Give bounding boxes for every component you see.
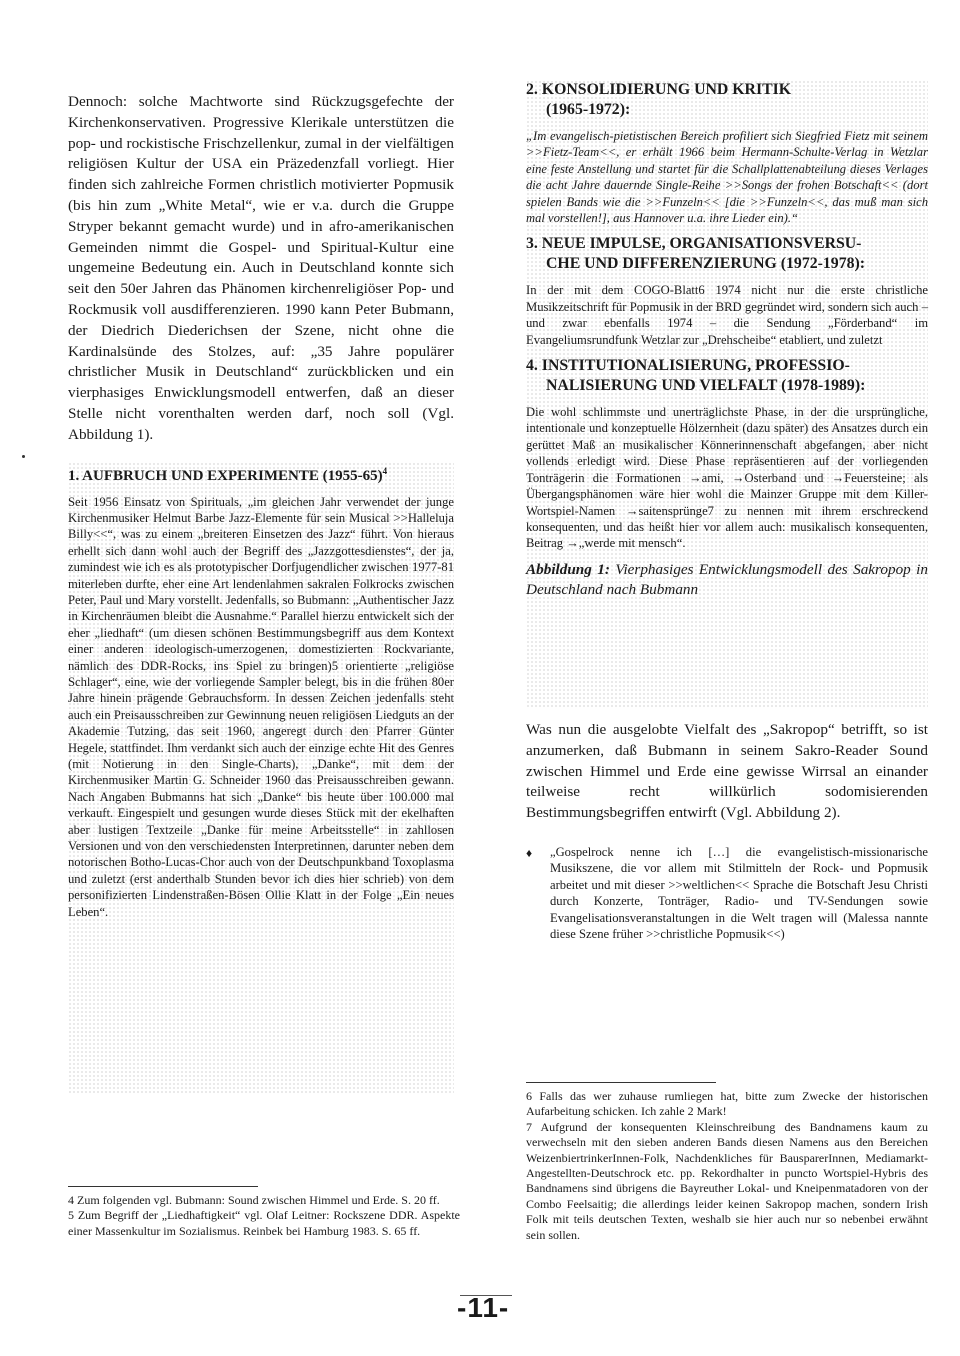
right-column [526,80,928,942]
section4-heading-line1: 4. INSTITUTIONALISIERUNG, PROFESSIO- [526,357,850,375]
left-footnotes [68,1186,460,1239]
right-footnotes [526,1082,928,1243]
section4-heading [526,356,928,396]
section3-heading [526,234,928,274]
section4-text: Die wohl schlimmste und unerträglichste Phase, in der die ursprüngliche, intentionale und konzeptuelle Hölzernheit (dazu später) des Ansatzes durch ein gerüttet Maß an musikalischer Könnerinnenschaft abgefangen, aber nicht vollends erledigt wird. Diese Phase repräsentieren auf der vorliegenden Tonträgerin die Formationen →ami, →Osterband und →Feuersteine; als Übergangsphänomen wäre hier wohl die Mainzer Gruppe mit dem Killer-Wortspiel-Namen →saitensprünge7 zu nennen mit ihrem erschreckend konsequenten, und das heißt hier vor allem auch: musikalisch konsequenten, Beitrag →„werde mit mensch“. [526,405,928,551]
section2-heading [526,80,928,120]
section2-text: „Im evangelisch-pietistischen Bereich profiliert sich Siegfried Fietz mit seinem >>Fietz-Team<<, er erhält 1966 beim Hermann-Schulte-Verlag in Wetzlar eine feste Anstellung und startet für die Schallplattenabteilung dieses Verlages die acht Jahre dauernde Single-Reihe >>Songs der frohen Botschaft<< (dort spielen Bands wie die >>Funzeln<< [die >>Funzeln<<, das muß man sich mal vorstellen!], aus Hannover u.a. ihre Lieder ein).“ [526,129,928,226]
footnote-rule-right [526,1082,716,1083]
diamond-bullet-icon: ♦ [526,845,533,860]
page-number: -11- [457,1292,510,1323]
footnote-6: 6 Falls das wer zuhause rumliegen hat, bitte zum Zwecke der historischen Aufarbeitung schicken. Ich zahle 2 Mark! [526,1089,928,1119]
footnote-4: 4 Zum folgenden vgl. Bubmann: Sound zwischen Himmel und Erde. S. 20 ff. [68,1193,440,1207]
section1-heading-text: 1. AUFBRUCH UND EXPERIMENTE (1955-65) [68,467,383,484]
footnote-7: 7 Aufgrund der konsequenten Kleinschreibung des Bandnamens kaum zu verwechseln mit den sieben anderen Bands diesen Namens aus den Bereichen WeizenbiertrinkerInnen-Folk, Nachdenkliches für BausparerInnen, Mediamarkt-Angestellten-Deutschrock etc. pp. Rekordhalter in puncto Wortspiel-Hybris des Bandnamens sind übrigens die Bayreuther Lokal- und Kneipenmatadoren von der Combo Feelsaitig; die allerdings leider keinen Sakropop machen, sondern Irish Folk mit teils deutschen Texten, weshalb sie hier auch nur so nebenbei erwähnt sein sollen. [526,1119,928,1242]
section1-heading [68,462,454,486]
section3-heading-line1: 3. NEUE IMPULSE, ORGANISATIONSVERSU- [526,235,862,253]
left-column [68,92,454,1094]
section1-text: Seit 1956 Einsatz von Spirituals, „im gleichen Jahr verwendet der junge Kirchenmusiker Helmut Barbe Jazz-Elemente für sein Musical >>Halleluja Billy<<“, was zu einem „breiteren Einsetzen des Jazz“ führt. Von hieraus erhellt sich dann wohl auch der Begriff des „Jazzgottesdienstes“, der ja, zumindest wie ich es als prototypischer Dorfjugendlicher zwischen 1977-81 miterleben durfte, eher eine Art lendenlahmen sakralen Folkrocks zwischen Peter, Paul und Mary vorstellt. Jedenfalls, so Bubmann: „Authentischer Jazz in Kirchenräumen bleibt die Ausnahme.“ Parallel hierzu entwickelt sich der eher „liedhaft“ (um diesen schönen Bestimmungsbegriff aus dem Kontext einer anderen ideologisch-umerzogenen, domestizierten Rockvariante, nämlich des DDR-Rocks, ins Spiel zu bringen)5 orientierte „religiöse Schlager“, eine, wie der vorliegende Sampler belegt, bis in die frühen 80er Jahre hinein prägende Gebrauchsform. In dessen Zeichen jedenfalls steht auch ein Preisausschreiben zur Gewinnung neuen religiösen Liedguts an der Akademie Tutzing, das seit 1960, angeregt durch den Pfarrer Günter Hegele, stattfindet. Ihm verdankt sich auch der einzige echte Hit des Genres (mit Notierung in den Single-Charts), „Danke“, mit dem der Kirchenmusiker Martin G. Schneider 1960 das Preisausschreiben gewann. Nach Angaben Bubmanns hat sich „Danke“ bis heute über 100.000 mal verkauft. Eingespielt und gesungen wurde dieses Stück mit der ekelhaften aber lustigen Textzeile „Danke für meine Arbeitsstelle“ in zahllosen Versionen und von den verschiedensten Interpretinnen, darunter neben dem notorischen Botho-Lucas-Chor auch von der Deutschpunkband Toxoplasma und zuletzt (erst anderthalb Stunden bevor ich dies hier schrieb) von dem personifizierten Lindenstraßen-Bösen Ollie Klatt in der Folge „Ein neues Leben“. [68,494,454,919]
sakropop-paragraph: Was nun die ausgelobte Vielfalt des „Sakropop“ betrifft, so ist anzumerken, daß Bubmann in seinem Sakro-Reader Sound zwischen Himmel und Erde eine gewisse Wirrsal an einander teilweise recht willkürlich sodomisierenden Bestimmungsbegriffen entwirft (Vgl. Abbildung 2). [526,721,928,822]
footnote-rule-left [68,1186,258,1187]
figure-caption-text: Vierphasiges Entwicklungsmodell des Sakropop in Deutschland nach Bubmann [526,560,928,598]
margin-dot [22,455,25,458]
section3-text: In der mit dem COGO-Blatt6 1974 nicht nur die erste christliche Musikzeitschrift für Popmusik in der BRD gegründet wird, sondern sich auch – und zwar ebenfalls 1974 – die Sendung „Förderband“ im Evangeliumsrundfunk Wetzlar zur „Drehscheibe“ etabliert, und zuletzt [526,283,928,347]
intro-paragraph: Dennoch: solche Machtworte sind Rückzugsgefechte der Kirchenkonservativen. Progressive Klerikale unterstützen die pop- und rockistische Frischzellenkur, zumal in der vielfältigen religiösen Kultur der USA ein Präzedenzfall vorliegt. Hier finden sich zahlreiche Formen christlich motivierter Popmusik (bis hin zum „White Metal“, wie er v.a. durch die Gruppe Stryper bekannt gemacht wurde) und in afro-amerikanischen Gemeinden nimmt die Gospel- und Spiritual-Kultur eine ungemeine Bedeutung ein. Auch in Deutschland konnte sich seit den 50er Jahren das Phänomen kirchenreligiöser Pop- und Rockmusik voll ausdifferenzieren. 1990 kann Peter Bubmann, der Diedrich Diederichsen der Szene, nicht ohne die Kardinalsünde des Stolzes, auf: „35 Jahre populärer christlicher Musik in Deutschland“ zurückblicken und ein vierphasiges Enwicklungsmodell entwerfen, daß an dieser Stelle nicht vorenthalten werden darf, noch soll (Vgl. Abbildung 1). [68,93,454,443]
section2-heading-line2: (1965-1972): [546,101,631,118]
section1-footnote-ref: 4 [382,465,388,476]
phases-block [526,80,928,708]
footnote-5: 5 Zum Begriff der „Liedhaftigkeit“ vgl. Olaf Leitner: Rockszene DDR. Aspekte einer Massenkultur im Sozialismus. Reinbek bei Hamburg 1983. S. 65 ff. [68,1208,460,1238]
gospelrock-text: „Gospelrock nenne ich […] die evangelistisch-missionarische Musikszene, die vor allem mit Stilmitteln der Rock- und Popmusik arbeitet und mit dieser >>weltlichen<< Sprache die Botschaft Jesu Christi durch Konzerte, Tonträger, Radio- und TV-Sendungen sowie Evangelisationsveranstaltungen in die Welt tragen will (Malessa nannte diese Szene früher >>christliche Popmusik<<) [550,844,928,942]
section2-heading-line1: 2. KONSOLIDIERUNG UND KRITIK [526,81,792,98]
gospelrock-bullet [526,844,928,942]
section3-heading-line2: CHE UND DIFFERENZIERUNG (1972-1978): [546,255,866,273]
figure-caption [526,560,928,600]
figure-caption-label: Abbildung 1: [526,560,610,578]
section4-heading-line2: NALISIERUNG UND VIELFALT (1978-1989): [546,377,866,395]
section1-block [68,462,454,1094]
